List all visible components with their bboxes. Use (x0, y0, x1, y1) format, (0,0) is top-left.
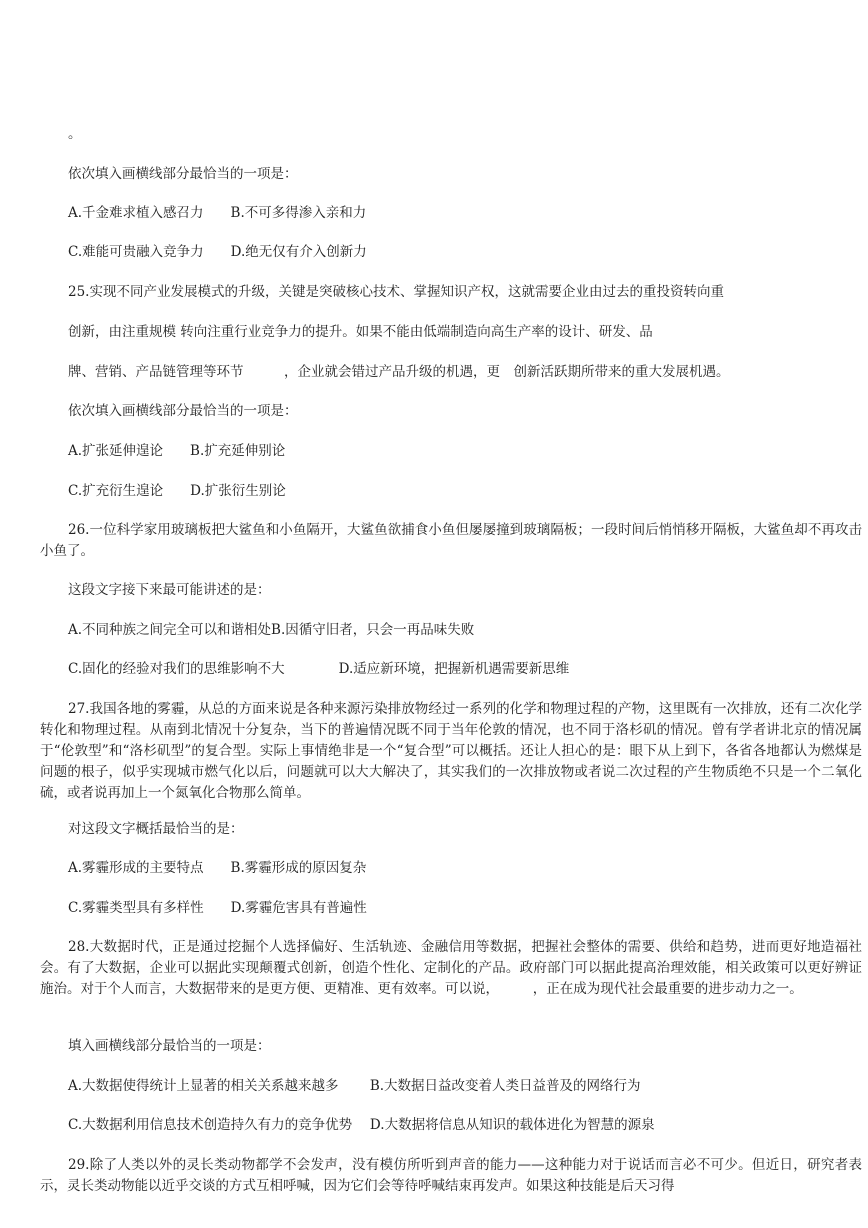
q26-paragraph: 26.一位科学家用玻璃板把大鲨鱼和小鱼隔开，大鲨鱼欲捕食小鱼但屡屡撞到玻璃隔板；一段时间后悄悄移开隔板，大鲨鱼却不再攻击小鱼了。 (40, 522, 862, 559)
q26-options-cd: C.固化的经验对我们的思维影响不大 D.适应新环境，把握新机遇需要新思维 (68, 661, 570, 677)
q29-paragraph: 29.除了人类以外的灵长类动物都学不会发声，没有模仿所听到声音的能力——这种能力对于说话而言必不可少。但近日，研究者表示，灵长类动物能以近乎交谈的方式互相呼喊，因为它们会等待呼喊结束再发声。如果这种技能是后天习得 (40, 1157, 862, 1194)
q28-options-ab: A.大数据使得统计上显著的相关关系越来越多 B.大数据日益改变着人类日益普及的网络行为 (68, 1078, 641, 1094)
q25-options-cd: C.扩充衍生遑论 D.扩张衍生别论 (68, 483, 286, 499)
q28-options-cd: C.大数据利用信息技术创造持久有力的竞争优势 D.大数据将信息从知识的载体进化为智慧的源泉 (68, 1117, 655, 1133)
q24-options-ab: A.千金难求植入感召力 B.不可多得渗入亲和力 (68, 205, 367, 221)
q25-options-ab: A.扩张延伸遑论 B.扩充延伸别论 (68, 443, 286, 459)
q24-prompt: 依次填入画横线部分最恰当的一项是： (68, 166, 298, 182)
text-line-period: 。 (68, 126, 82, 142)
q25-line-3: 牌、营销、产品链管理等环节 ，企业就会错过产品升级的机遇，更 创新活跃期所带来的重大发展机遇。 (68, 364, 730, 380)
q28-prompt: 填入画横线部分最恰当的一项是： (68, 1038, 271, 1054)
q24-options-cd: C.难能可贵融入竞争力 D.绝无仅有介入创新力 (68, 244, 367, 260)
q27-options-ab: A.雾霾形成的主要特点 B.雾霾形成的原因复杂 (68, 860, 367, 876)
q28-paragraph: 28.大数据时代，正是通过挖掘个人选择偏好、生活轨迹、金融信用等数据，把握社会整体的需要、供给和趋势，进而更好地造福社会。有了大数据，企业可以据此实现颠覆式创新，创造个性化、定制化的产品。政府部门可以据此提高治理效能，相关政策可以更好辨证施治。对于个人而言，大数据带来的是更方便、更精准、更有效率。可以说， ，正在成为现代社会最重要的进步动力之一。 (40, 939, 862, 997)
q25-prompt: 依次填入画横线部分最恰当的一项是： (68, 403, 298, 419)
q26-prompt: 这段文字接下来最可能讲述的是： (68, 582, 271, 598)
q26-options-ab: A.不同种族之间完全可以和谐相处B.因循守旧者，只会一再品味失败 (68, 622, 475, 638)
q27-options-cd: C.雾霾类型具有多样性 D.雾霾危害具有普遍性 (68, 900, 367, 916)
q25-line-2: 创新，由注重规模 转向注重行业竞争力的提升。如果不能由低端制造向高生产率的设计、研发、品 (68, 324, 653, 340)
q25-line-1: 25.实现不同产业发展模式的升级，关键是突破核心技术、掌握知识产权，这就需要企业由过去的重投资转向重 (68, 284, 724, 300)
q27-prompt: 对这段文字概括最恰当的是： (68, 821, 244, 837)
q27-paragraph: 27.我国各地的雾霾，从总的方面来说是各种来源污染排放物经过一系列的化学和物理过程的产物，这里既有一次排放，还有二次化学转化和物理过程。从南到北情况十分复杂，当下的普遍情况既不同于当年伦敦的情况，也不同于洛杉矶的情况。曾有学者讲北京的情况属于“伦敦型”和“洛杉矶型”的复合型。实际上事情绝非是一个“复合型”可以概括。还让人担心的是：眼下从上到下，各省各地都认为燃煤是问题的根子，似乎实现城市燃气化以后，问题就可以大大解决了，其实我们的一次排放物或者说二次过程的产生物质绝不只是一个二氧化硫，或者说再加上一个氮氧化合物那么简单。 (40, 701, 862, 801)
